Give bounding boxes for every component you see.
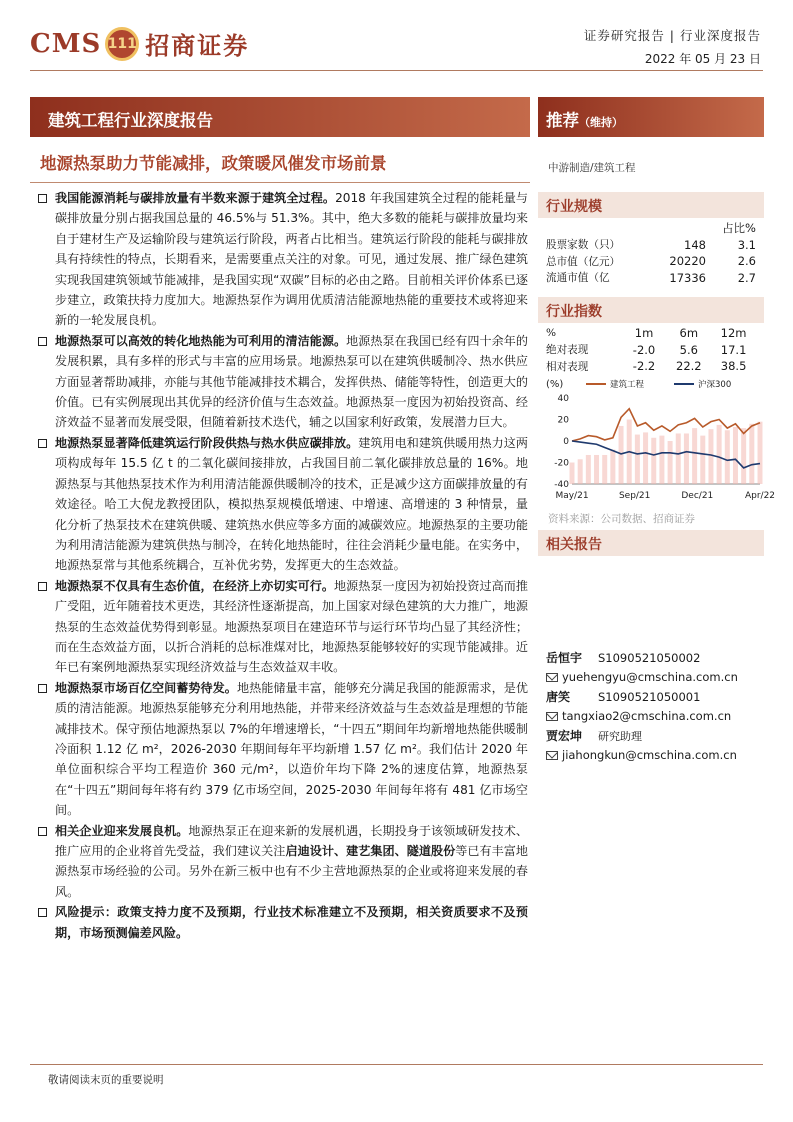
risk-warning: 风险提示：政策支持力度不及预期，行业技术标准建立不及预期，相关资质要求不及预期，市场预测偏差风险。 [55,905,528,940]
report-title: 建筑工程行业深度报告 [48,111,213,130]
relative-bar [749,424,754,484]
relative-bar [659,436,664,484]
bullet-paragraph [38,678,528,821]
cell: -2.0 [632,342,656,357]
relative-bar [676,433,681,484]
bullet-lead: 地源热泵不仅具有生态价值，在经济上亦切实可行。 [55,578,334,593]
report-title-banner [30,97,530,137]
bullet-box-icon [38,908,47,917]
bullet-paragraph [38,331,528,433]
scale-table [546,220,756,286]
index-chart [546,376,776,506]
bullet-paragraph [38,902,528,943]
bullet-text: 地源热泵正在迎来新的发展机遇，长期投身于该领域研发技术、推广应用的企业将首先受益，我们建议关注 [55,823,528,858]
y-axis-label: (%) [546,379,564,390]
analyst-code: S1090521050001 [598,689,701,704]
bullet-text: 地源热泵一度因为初始投资过高而推广受阻，近年随着技术更迭，其经济性逐渐提高，加上国家对绿色建筑的大力推广，地源热泵的生态效益优势得到彰显。地源热泵项目在建造环节与运行环节均凸显了其经济性；而在生态效益方面，以折合消耗的总标准煤对比，地源热泵能够较好的实现节能减排。近年已有案例地源热泵实现经济效益与生态效益双丰收。 [55,578,528,675]
y-tick-label: 20 [557,415,569,426]
share-col-header: 占比% [722,221,756,236]
company-logo [30,26,249,61]
report-meta [584,26,761,67]
x-tick-label: Sep/21 [618,491,651,501]
rating-sub: （维持） [579,116,623,129]
relative-bar [758,422,763,484]
mail-icon [546,751,558,760]
relative-bar [717,425,722,484]
logo-mark-icon: 111 [105,27,139,61]
relative-bar [651,438,656,484]
relative-bar [635,435,640,484]
bullet-text: 2018 年我国建筑全过程的能耗量与碳排放量分别占据我国总量的 46.5%与 51.3%。其中，绝大多数的能耗与碳排放量均来自于建材生产及运输阶段与建筑运行阶段，两者占比相当。建筑运行阶段的能耗与碳排放具有持续性的特点，长期看来，是需要重点关注的对象。可见，通过发展、推广绿色建筑实现我国建筑领域节能减排，是我国实现“双碳”目标的必由之路。目前相关评价体系已逐步建立，政策扶持力度加大。地源热泵作为调用优质清洁能源地热能的重要技术或将迎来新的一轮发展良机。 [55,191,528,328]
row-label: 总市值（亿元） [546,255,621,268]
analyst-email-row [546,746,766,766]
analyst-row [546,687,766,707]
analyst-title: 研究助理 [598,729,642,743]
table-row [546,237,756,254]
bullet-paragraph [38,821,528,903]
relative-bar [692,428,697,484]
rating-label: 推荐 [546,111,579,130]
report-date: 2022 年 05 月 23 日 [644,52,761,66]
page-headline: 地源热泵助力节能减排，政策暖风催发市场前景 [40,154,387,173]
row-label: 流通市值（亿 [546,272,610,285]
y-tick-label: 0 [563,437,569,447]
bullet-paragraph [38,576,528,678]
table-row [546,358,756,375]
logo-text-cn: 招商证券 [145,31,250,60]
relative-bar [570,463,575,485]
analyst-list [546,648,766,765]
footer-divider [30,1064,763,1065]
relative-bar [578,459,583,484]
cell: 38.5 [720,359,747,374]
row-label: 相对表现 [546,360,589,373]
mail-icon [546,712,558,721]
report-type: 证券研究报告 | 行业深度报告 [583,28,761,43]
x-tick-label: Apr/22 [744,491,776,501]
cell: 17.1 [720,342,747,357]
analyst-name: 唐笑 [546,690,571,705]
relative-bar [594,455,599,484]
col-header: 12m [720,326,747,341]
bullet-lead: 地源热泵市场百亿空间蓄势待发。 [55,680,237,695]
bullet-paragraph [38,433,528,576]
mail-icon [546,673,558,682]
section-head-scale: 行业规模 [538,192,764,218]
relative-bar [610,450,615,484]
rating-banner [538,97,764,137]
legend-label: 建筑工程 [610,380,645,390]
analyst-email-row [546,668,766,688]
series-line [572,409,760,441]
bullet-paragraph [38,188,528,331]
analyst-email[interactable]: yuehengyu@cmschina.com.cn [562,670,738,685]
bullet-text: 建筑用电和建筑供暖用热力这两项构成每年 15.5 亿 t 的二氧化碳间接排放，占我国目前二氧化碳排放总量的 16%。地源热泵与其他热泵技术作为利用清洁能源供暖制冷的技术，正是减少这方面碳排放量的有效途径。哈工大倪龙教授团队，模拟热泵规模低增速、中增速、高增速的 3 种情景，量化分析了热泵技术在建筑供暖、建筑热水供应等多方面的减碳效应。地源热泵的主要功能为利用清洁能源为建筑供热与制冷，在转化地热能时，往往会消耗少量电能。在实务中，地源热泵常与其他系统耦合，互补优劣势，发挥更大的生态效益。 [55,435,528,573]
row-value: 148 [684,237,706,252]
bullet-box-icon [38,439,47,448]
relative-bar [741,428,746,484]
y-tick-label: 40 [557,394,569,404]
cell: 5.6 [679,342,698,357]
row-value: 20220 [669,254,706,269]
relative-bar [619,426,624,484]
table-header-row [546,325,756,342]
col-header: 1m [634,326,654,341]
relative-bar [586,455,591,484]
relative-bar [602,455,607,484]
bullet-box-icon [38,337,47,346]
legend-label: 沪深300 [698,380,732,390]
row-share: 3.1 [737,237,756,252]
bullet-box-icon [38,684,47,693]
recommended-companies: 启迪设计、建艺集团、隧道股份 [285,844,456,858]
headline-divider [30,182,530,183]
table-row [546,342,756,359]
relative-bar [668,441,673,484]
cell: 22.2 [676,359,702,374]
x-tick-label: Dec/21 [681,491,714,501]
bullet-lead: 相关企业迎来发展良机。 [55,823,189,838]
table-row [546,270,756,287]
logo-text-en: CMS [30,28,102,59]
relative-bar [684,433,689,484]
row-label: 绝对表现 [546,344,589,357]
section-head-related: 相关报告 [538,530,764,556]
bullet-box-icon [38,582,47,591]
bullet-box-icon [38,827,47,836]
y-tick-label: -40 [554,480,569,490]
bullet-lead: 地源热泵可以高效的转化地热能为可利用的清洁能源。 [55,333,347,348]
bullet-box-icon [38,194,47,203]
analyst-email[interactable]: tangxiao2@cmschina.com.cn [562,709,732,724]
analyst-row [546,648,766,668]
row-value: 17336 [669,270,706,285]
analyst-row [546,726,766,746]
relative-bar [733,427,738,484]
analyst-name: 岳恒宇 [546,651,583,666]
table-row [546,253,756,270]
x-tick-label: May/21 [555,491,589,501]
report-body [38,188,528,943]
row-share: 2.6 [737,254,756,269]
y-tick-label: -20 [554,458,569,469]
table-header-row [546,220,756,237]
relative-bar [700,436,705,484]
analyst-name: 贾宏坤 [546,729,583,744]
series-line [572,441,760,468]
col-header: 6m [679,326,699,341]
relative-bar [725,430,730,484]
analyst-email[interactable]: jiahongkun@cmschina.com.cn [562,748,737,763]
bullet-lead: 我国能源消耗与碳排放量有半数来源于建筑全过程。 [55,191,336,205]
row-label: 股票家数（只） [546,239,621,252]
relative-bar [643,432,648,484]
section-head-index: 行业指数 [538,297,764,323]
col-header: % [546,327,557,340]
bullet-text: 地热能储量丰富，能够充分满足我国的能源需求，是优质的清洁能源。地源热泵能够充分利用地热能，并带来经济效益与生态效益是理想的节能减排技术。保守预估地源热泵以 7%的年增速增长，“十四五”期间年均新增地热能供暖制冷面积 1.12 亿 m²，2026-2030 年期间每年平均新增 1.57 亿 m²。我们估计 2020 年单位面积综合平均工程造价 360 元/m²，以造价年均下降 2%的速度估算，地源热泵在“十四五”期间每年将有约 379 亿市场空间，2025-2030 年间每年将有 481 亿市场空间。 [55,680,528,818]
analyst-email-row [546,707,766,727]
bullet-text: 地源热泵在我国已经有四十余年的发展积累，具有多样的形式与丰富的应用场景。地源热泵可以在建筑供暖制冷、热水供应方面显著帮助减排，亦能与其他节能减排技术耦合，发挥供热、储能等特性，创造更大的价值。已有实例展现出其优异的经济价值与生态效益。地源热泵一度因为初始投资高、经济效益不显著而发展受限，但随着新技术迭代，辅之以国家利好政策，发展潜力巨大。 [55,333,528,430]
bullet-text: 等已有丰富地源热泵市场经验的公司。另外在新三板中也有不少主营地源热泵的企业或将迎来发展的春风。 [55,844,528,899]
chart-source: 资料来源：公司数据、招商证券 [548,513,695,525]
index-table [546,325,756,375]
bullet-lead: 地源热泵显著降低建筑运行阶段供热与热水供应碳排放。 [55,435,359,450]
footer-note: 敬请阅读末页的重要说明 [48,1074,164,1086]
analyst-code: S1090521050002 [598,650,701,665]
row-share: 2.7 [737,270,756,285]
relative-bar [708,429,713,484]
sub-sector: 中游制造/建筑工程 [548,162,636,174]
cell: -2.2 [632,359,656,374]
index-chart-svg [546,376,776,506]
header-divider [30,70,763,71]
